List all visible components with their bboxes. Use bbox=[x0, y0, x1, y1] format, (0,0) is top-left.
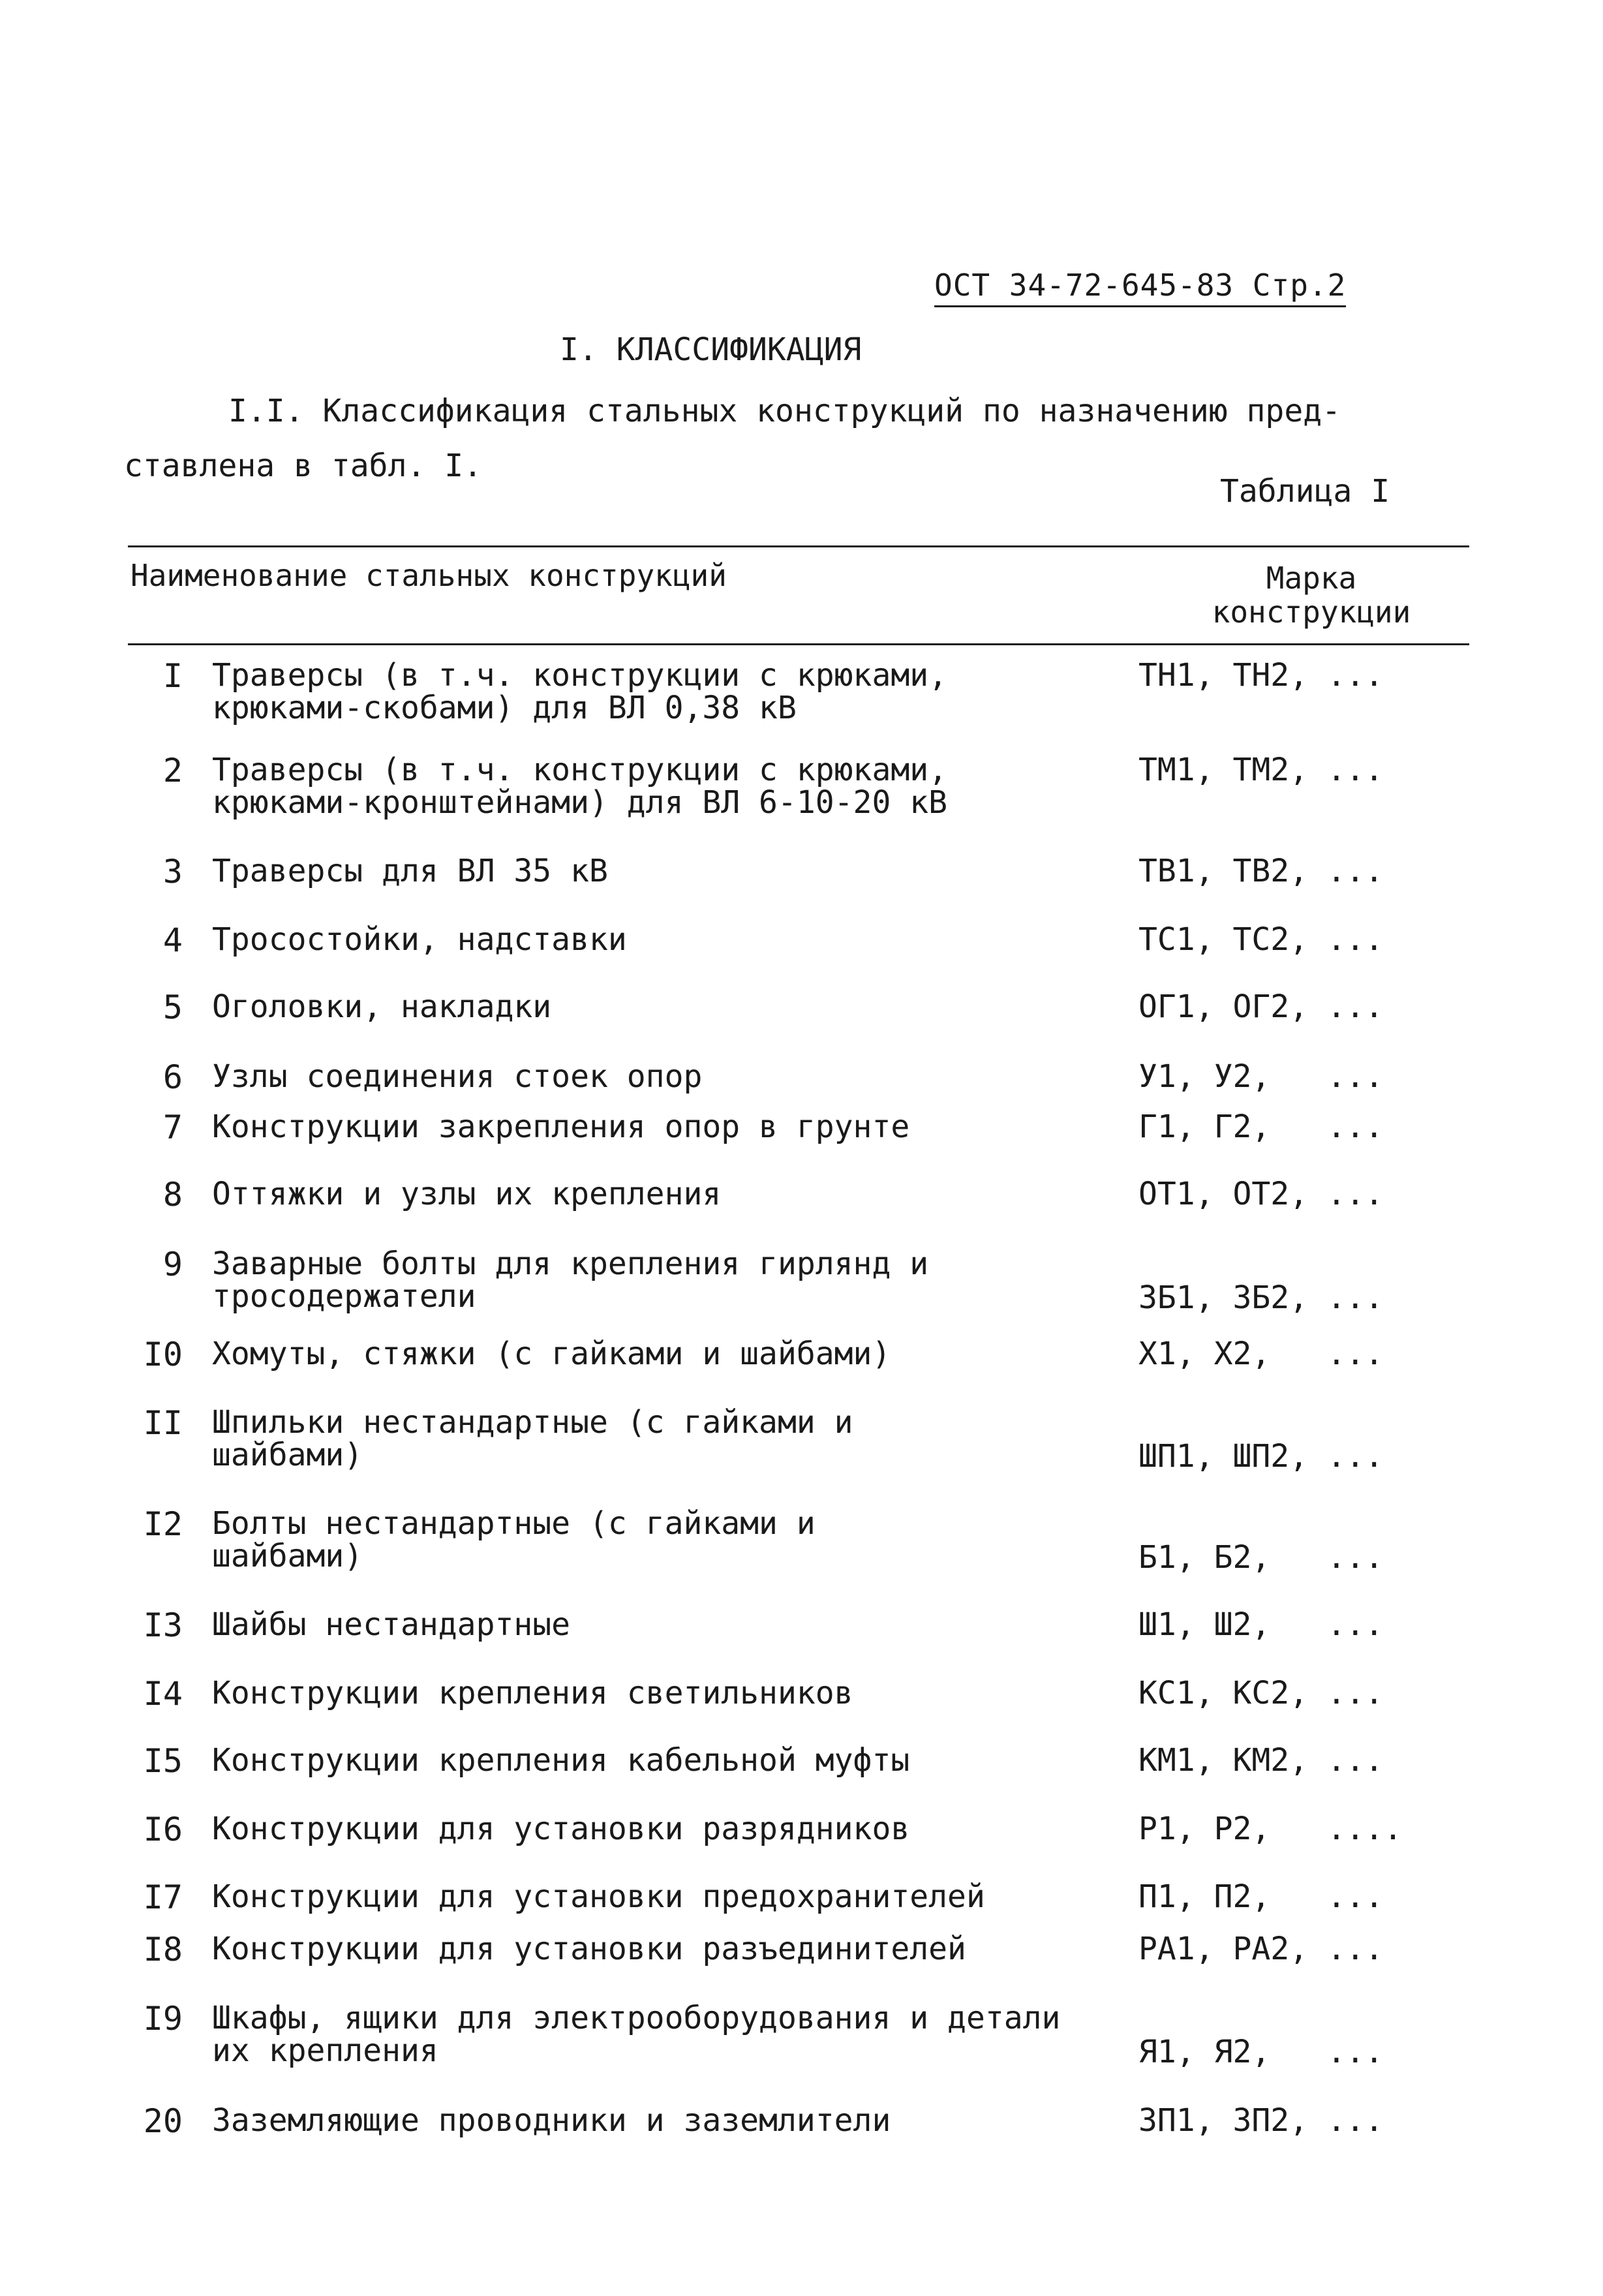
column-header-mark-line-1: Марка bbox=[1266, 560, 1357, 596]
row-number: 2 bbox=[162, 752, 183, 789]
row-mark: Р1, Р2, .... bbox=[1138, 1811, 1403, 1847]
row-name: Тросостойки, надставки bbox=[212, 921, 627, 958]
row-name: Узлы соединения стоек опор bbox=[212, 1058, 703, 1095]
row-mark: ЗБ1, ЗБ2, ... bbox=[1138, 1279, 1384, 1316]
row-mark: ЗП1, ЗП2, ... bbox=[1138, 2102, 1384, 2139]
intro-line-1: I.I. Классификация стальных конструкций по назначению пред- bbox=[228, 393, 1341, 429]
row-mark: ШП1, ШП2, ... bbox=[1138, 1438, 1384, 1475]
row-name: Хомуты, стяжки (с гайками и шайбами) bbox=[212, 1336, 891, 1372]
row-mark: Ш1, Ш2, ... bbox=[1138, 1606, 1384, 1643]
row-mark: КС1, КС2, ... bbox=[1138, 1675, 1384, 1711]
row-mark: П1, П2, ... bbox=[1138, 1878, 1384, 1915]
row-number: 3 bbox=[162, 853, 183, 891]
row-name: Оттяжки и узлы их крепления bbox=[212, 1176, 722, 1212]
row-number: 20 bbox=[143, 2102, 183, 2140]
row-name: Заземляющие проводники и заземлители bbox=[212, 2102, 891, 2139]
column-header-mark bbox=[1171, 561, 1452, 629]
row-mark: КМ1, КМ2, ... bbox=[1138, 1742, 1384, 1779]
column-header-mark-line-2: конструкции bbox=[1212, 594, 1411, 630]
intro-line-2: ставлена в табл. I. bbox=[124, 448, 483, 484]
row-mark: ТН1, ТН2, ... bbox=[1138, 657, 1384, 694]
row-mark: Х1, Х2, ... bbox=[1138, 1336, 1384, 1372]
row-name: Траверсы (в т.ч. конструкции с крюками, крюками-скобами) для ВЛ 0,38 кВ bbox=[212, 657, 948, 726]
row-number: 9 bbox=[162, 1246, 183, 1283]
row-number: I0 bbox=[143, 1336, 183, 1373]
row-mark: ТВ1, ТВ2, ... bbox=[1138, 853, 1384, 889]
row-name: Конструкции для установки разрядников bbox=[212, 1811, 910, 1847]
row-number: 5 bbox=[162, 988, 183, 1026]
row-name: Траверсы для ВЛ 35 кВ bbox=[212, 853, 608, 889]
document-code: ОСТ 34-72-645-83 Стр.2 bbox=[934, 268, 1346, 307]
row-number: II bbox=[143, 1404, 183, 1442]
row-name: Траверсы (в т.ч. конструкции с крюками, крюками-кронштейнами) для ВЛ 6-10-20 кВ bbox=[212, 752, 948, 821]
row-mark: РА1, РА2, ... bbox=[1138, 1931, 1384, 1967]
row-mark: Б1, Б2, ... bbox=[1138, 1539, 1384, 1576]
section-title: I. КЛАССИФИКАЦИЯ bbox=[560, 331, 862, 368]
table-top-rule bbox=[128, 545, 1469, 547]
row-number: I8 bbox=[143, 1931, 183, 1968]
row-name: Шкафы, ящики для электрооборудования и детали их крепления bbox=[212, 2000, 1061, 2069]
row-number: I bbox=[162, 657, 183, 695]
row-number: I2 bbox=[143, 1505, 183, 1543]
row-mark: ОГ1, ОГ2, ... bbox=[1138, 988, 1384, 1025]
row-name: Оголовки, накладки bbox=[212, 988, 552, 1025]
row-number: I5 bbox=[143, 1742, 183, 1780]
row-mark: ТС1, ТС2, ... bbox=[1138, 921, 1384, 958]
row-name: Конструкции закрепления опор в грунте bbox=[212, 1109, 910, 1145]
row-name: Конструкции крепления светильников bbox=[212, 1675, 853, 1711]
row-mark: Я1, Я2, ... bbox=[1138, 2034, 1384, 2070]
row-number: I3 bbox=[143, 1606, 183, 1644]
row-number: I4 bbox=[143, 1675, 183, 1713]
row-mark: У1, У2, ... bbox=[1138, 1058, 1384, 1095]
row-number: I7 bbox=[143, 1878, 183, 1916]
row-number: I9 bbox=[143, 2000, 183, 2038]
row-number: 8 bbox=[162, 1176, 183, 1214]
row-name: Заварные болты для крепления гирлянд и тросодержатели bbox=[212, 1246, 929, 1315]
table-caption: Таблица I bbox=[1220, 473, 1390, 510]
row-mark: ТМ1, ТМ2, ... bbox=[1138, 752, 1384, 788]
row-name: Конструкции крепления кабельной муфты bbox=[212, 1742, 910, 1779]
row-mark: Г1, Г2, ... bbox=[1138, 1109, 1384, 1145]
row-name: Конструкции для установки предохранителей bbox=[212, 1878, 985, 1915]
row-number: 4 bbox=[162, 921, 183, 959]
row-number: 7 bbox=[162, 1109, 183, 1146]
row-name: Шайбы нестандартные bbox=[212, 1606, 571, 1643]
row-name: Шпильки нестандартные (с гайками и шайбами) bbox=[212, 1404, 853, 1473]
row-name: Болты нестандартные (с гайками и шайбами) bbox=[212, 1505, 816, 1574]
row-name: Конструкции для установки разъединителей bbox=[212, 1931, 966, 1967]
row-number: I6 bbox=[143, 1811, 183, 1848]
row-mark: ОТ1, ОТ2, ... bbox=[1138, 1176, 1384, 1212]
row-number: 6 bbox=[162, 1058, 183, 1096]
column-header-name: Наименование стальных конструкций bbox=[130, 558, 727, 593]
table-header-rule bbox=[128, 643, 1469, 645]
